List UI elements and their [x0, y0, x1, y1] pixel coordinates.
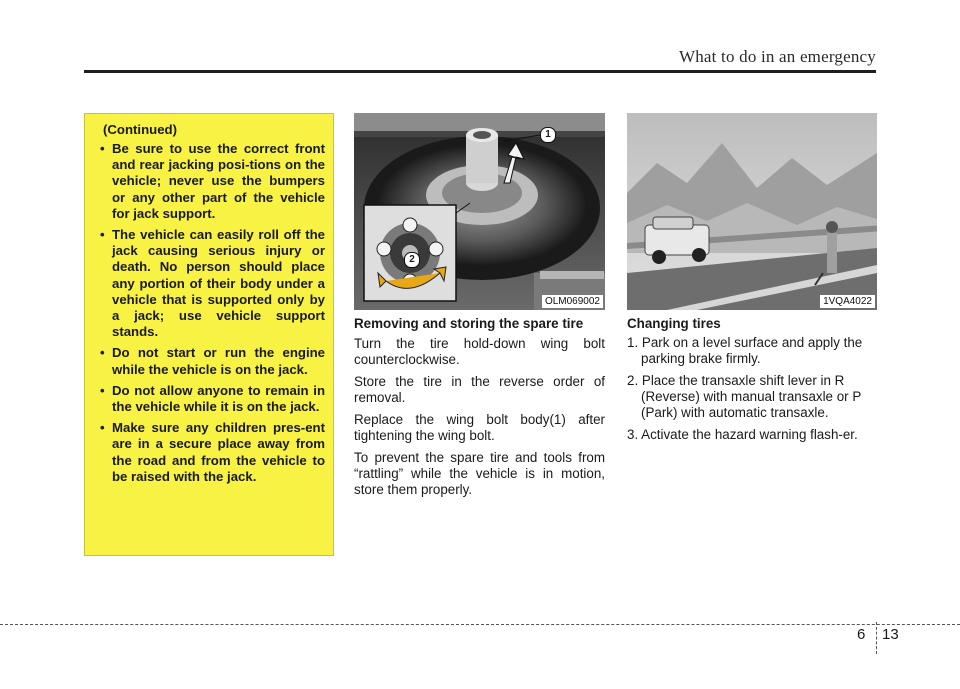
spare-tire-illustration — [354, 113, 605, 310]
page-separator — [876, 622, 878, 654]
figure-code: 1VQA4022 — [820, 295, 875, 308]
step-item: 2. Place the transaxle shift lever in R (Reverse) with manual transaxle or P (Park) with automatic transaxle. — [627, 373, 862, 420]
warning-list — [95, 141, 325, 485]
warning-continued: (Continued) — [103, 122, 177, 137]
section-title: Removing and storing the spare tire — [354, 316, 584, 331]
step-item: 3. Activate the hazard warning flash-er. — [627, 427, 858, 442]
spare-tire-drawing — [354, 113, 605, 310]
paragraph: Store the tire in the reverse order of removal. — [354, 374, 605, 405]
warning-item: • Do not allow anyone to remain in the vehicle while it is on the jack. — [100, 382, 325, 415]
paragraph: To prevent the spare tire and tools from “rattling” while the vehicle is in motion, store them properly. — [354, 450, 605, 497]
warning-item: • Be sure to use the correct front and rear jacking posi-tions on the vehicle; never use the bumpers or any other part of the vehicle for jack support. — [100, 141, 325, 221]
warning-item: • The vehicle can easily roll off the jack causing serious injury or death. No person should place any portion of their body under a vehicle that is supported only by a jack; use vehicle support stands. — [100, 227, 325, 340]
section-title: Changing tires — [627, 316, 721, 331]
page-header-title: What to do in an emergency — [678, 47, 876, 66]
figure-code: OLM069002 — [542, 295, 603, 308]
bullet-icon: • — [100, 420, 105, 436]
roadside-drawing — [627, 113, 877, 310]
warning-item: • Do not start or run the engine while the vehicle is on the jack. — [100, 345, 325, 377]
warning-item: • Make sure any children pres-ent are in a secure place away from the road and from the vehicle to be raised with the jack. — [100, 420, 325, 484]
bullet-icon: • — [100, 141, 105, 156]
bullet-icon: • — [100, 227, 105, 243]
footer-rule — [0, 624, 960, 625]
warning-box — [84, 113, 334, 556]
page-number: 13 — [882, 626, 899, 643]
steps-list — [627, 335, 877, 443]
spare-tire-section — [354, 316, 605, 504]
bullet-icon: • — [100, 382, 105, 398]
roadside-illustration — [627, 113, 877, 310]
callout-2: 2 — [404, 252, 420, 268]
chapter-number: 6 — [857, 626, 866, 643]
step-item: 1. Park on a level surface and apply the parking brake firmly. — [627, 335, 863, 366]
bullet-icon: • — [100, 345, 105, 361]
callout-1: 1 — [540, 127, 556, 143]
paragraph: Replace the wing bolt body(1) after tightening the wing bolt. — [354, 412, 605, 443]
changing-tires-section — [627, 316, 877, 449]
paragraph: Turn the tire hold-down wing bolt counterclockwise. — [354, 336, 605, 367]
header-rule — [84, 70, 876, 73]
